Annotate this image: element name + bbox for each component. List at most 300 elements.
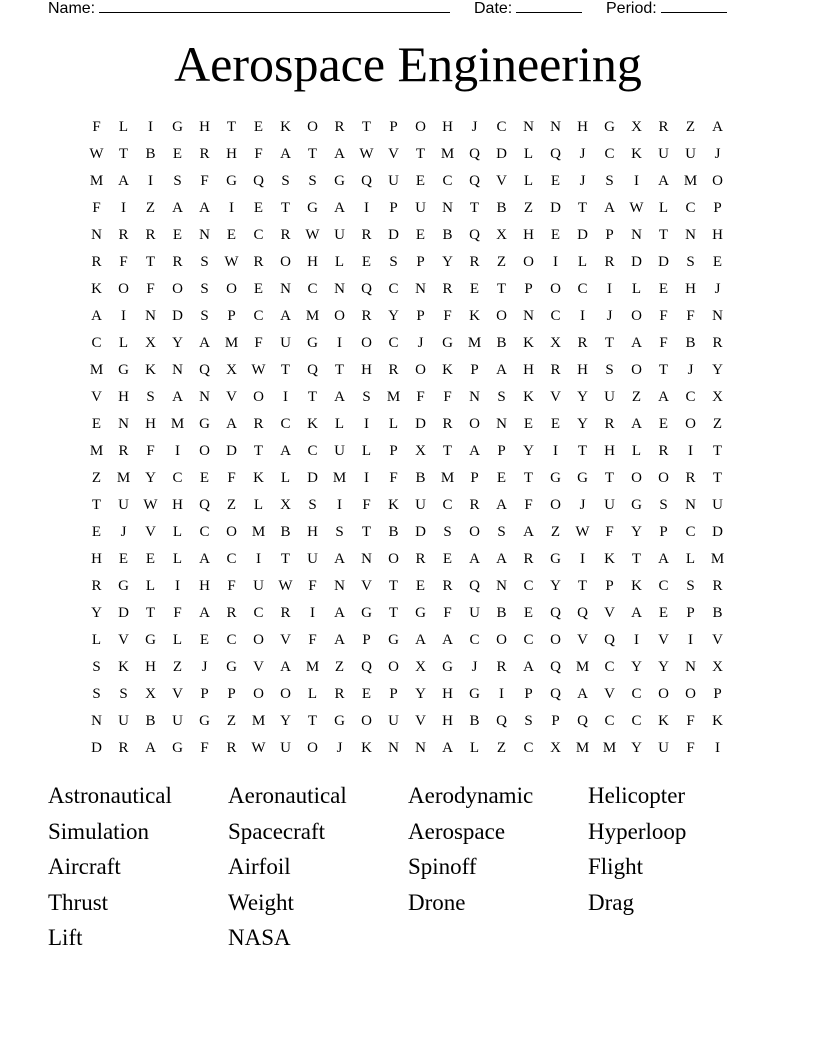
grid-cell: A bbox=[658, 173, 669, 189]
grid-cell: E bbox=[361, 686, 372, 702]
grid-cell: P bbox=[227, 686, 236, 702]
grid-cell: E bbox=[199, 470, 210, 486]
grid-cell: A bbox=[280, 443, 291, 459]
grid-cell: T bbox=[388, 605, 399, 621]
grid-cell: A bbox=[496, 362, 507, 378]
grid-cell: R bbox=[199, 146, 210, 162]
grid-cell: G bbox=[550, 551, 561, 567]
grid-cell: J bbox=[336, 740, 343, 756]
grid-cell: P bbox=[389, 443, 398, 459]
grid-cell: Q bbox=[550, 605, 561, 621]
grid-cell: N bbox=[685, 227, 696, 243]
grid-cell: C bbox=[307, 443, 318, 459]
grid-cell: W bbox=[143, 497, 158, 513]
grid-cell: S bbox=[92, 686, 101, 702]
grid-cell: J bbox=[606, 308, 613, 324]
word-item: Aerodynamic bbox=[408, 783, 534, 808]
grid-cell: U bbox=[253, 578, 264, 594]
date-line[interactable] bbox=[516, 0, 582, 13]
grid-cell: V bbox=[577, 632, 588, 648]
grid-cell: F bbox=[146, 443, 155, 459]
grid-cell: L bbox=[631, 281, 642, 297]
grid-cell: P bbox=[605, 227, 614, 243]
grid-cell: X bbox=[712, 659, 723, 675]
grid-cell: N bbox=[496, 578, 507, 594]
grid-cell: P bbox=[470, 470, 479, 486]
grid-cell: K bbox=[523, 389, 534, 405]
grid-cell: Z bbox=[631, 389, 642, 405]
grid-cell: J bbox=[579, 497, 586, 513]
grid-cell: B bbox=[415, 470, 426, 486]
grid-cell: S bbox=[308, 173, 317, 189]
grid-cell: Z bbox=[226, 497, 237, 513]
grid-cell: G bbox=[334, 173, 345, 189]
grid-cell: Y bbox=[523, 443, 534, 459]
grid-cell: O bbox=[469, 416, 480, 432]
word-item: Drone bbox=[408, 889, 466, 915]
grid-cell: U bbox=[658, 146, 669, 162]
grid-cell: N bbox=[118, 416, 129, 432]
grid-cell: T bbox=[658, 362, 669, 378]
grid-cell: U bbox=[685, 146, 696, 162]
grid-cell: F bbox=[416, 389, 425, 405]
word-item: Thrust bbox=[48, 889, 109, 915]
grid-row bbox=[83, 627, 731, 654]
grid-cell: A bbox=[496, 551, 507, 567]
grid-cell: D bbox=[631, 254, 642, 270]
grid-cell: G bbox=[307, 335, 318, 351]
word-item: Spinoff bbox=[408, 854, 477, 879]
word-item: Aeronautical bbox=[228, 783, 347, 808]
grid-cell: P bbox=[416, 308, 425, 324]
grid-cell: K bbox=[253, 470, 264, 486]
grid-cell: E bbox=[415, 578, 426, 594]
grid-cell: P bbox=[362, 632, 371, 648]
grid-cell: F bbox=[443, 605, 452, 621]
word-item: NASA bbox=[228, 925, 291, 950]
grid-cell: C bbox=[307, 281, 318, 297]
grid-cell: J bbox=[714, 281, 721, 297]
grid-cell: H bbox=[199, 119, 210, 135]
grid-cell: A bbox=[172, 389, 183, 405]
grid-cell: V bbox=[712, 632, 723, 648]
grid-cell: Z bbox=[334, 659, 345, 675]
grid-cell: E bbox=[658, 416, 669, 432]
grid-cell: I bbox=[256, 551, 261, 567]
grid-cell: H bbox=[145, 416, 156, 432]
grid-cell: B bbox=[685, 335, 696, 351]
grid-cell: A bbox=[712, 119, 723, 135]
grid-cell: N bbox=[523, 308, 534, 324]
grid-cell: X bbox=[631, 119, 642, 135]
grid-cell: O bbox=[253, 632, 264, 648]
grid-row bbox=[83, 330, 731, 357]
grid-cell: L bbox=[658, 200, 669, 216]
grid-cell: F bbox=[659, 335, 668, 351]
grid-cell: W bbox=[89, 146, 104, 162]
grid-row bbox=[83, 465, 731, 492]
grid-cell: O bbox=[361, 335, 372, 351]
grid-cell: A bbox=[118, 173, 129, 189]
grid-cell: Z bbox=[712, 416, 723, 432]
grid-cell: B bbox=[712, 605, 723, 621]
grid-cell: I bbox=[607, 281, 612, 297]
grid-cell: O bbox=[388, 551, 399, 567]
grid-cell: P bbox=[200, 686, 209, 702]
grid-cell: X bbox=[712, 389, 723, 405]
grid-cell: L bbox=[577, 254, 588, 270]
grid-cell: I bbox=[148, 173, 153, 189]
grid-cell: Y bbox=[172, 335, 183, 351]
period-line[interactable] bbox=[661, 0, 727, 13]
grid-cell: F bbox=[254, 146, 263, 162]
grid-cell: W bbox=[359, 146, 374, 162]
grid-cell: H bbox=[577, 119, 588, 135]
grid-cell: G bbox=[361, 605, 372, 621]
word-item: Lift bbox=[48, 925, 83, 950]
grid-cell: E bbox=[361, 254, 372, 270]
grid-cell: D bbox=[91, 740, 102, 756]
grid-cell: O bbox=[253, 686, 264, 702]
grid-cell: Z bbox=[523, 200, 534, 216]
grid-cell: I bbox=[553, 443, 558, 459]
grid-cell: N bbox=[631, 227, 642, 243]
grid-cell: Y bbox=[442, 254, 453, 270]
date-field[interactable] bbox=[474, 0, 582, 18]
grid-cell: H bbox=[577, 362, 588, 378]
grid-cell: B bbox=[496, 335, 507, 351]
grid-cell: X bbox=[415, 443, 426, 459]
grid-cell: K bbox=[91, 281, 102, 297]
grid-cell: L bbox=[361, 443, 372, 459]
grid-cell: B bbox=[496, 605, 507, 621]
grid-cell: U bbox=[604, 389, 615, 405]
grid-cell: M bbox=[386, 389, 401, 405]
grid-row bbox=[83, 573, 731, 600]
grid-cell: G bbox=[145, 632, 156, 648]
grid-cell: O bbox=[307, 119, 318, 135]
grid-cell: C bbox=[604, 146, 615, 162]
grid-cell: V bbox=[604, 605, 615, 621]
grid-cell: Y bbox=[145, 470, 156, 486]
grid-row bbox=[83, 195, 731, 222]
grid-cell: R bbox=[523, 551, 534, 567]
grid-cell: G bbox=[226, 659, 237, 675]
grid-cell: E bbox=[118, 551, 129, 567]
word-item: Flight bbox=[588, 854, 643, 879]
grid-cell: M bbox=[305, 308, 320, 324]
grid-cell: C bbox=[496, 119, 507, 135]
grid-cell: F bbox=[605, 524, 614, 540]
grid-cell: I bbox=[580, 551, 585, 567]
grid-cell: D bbox=[172, 308, 183, 324]
grid-cell: U bbox=[388, 713, 399, 729]
grid-cell: P bbox=[497, 443, 506, 459]
grid-cell: O bbox=[469, 524, 480, 540]
grid-cell: P bbox=[389, 119, 398, 135]
grid-cell: I bbox=[364, 416, 369, 432]
grid-row bbox=[83, 546, 731, 573]
grid-cell: C bbox=[523, 740, 534, 756]
grid-cell: O bbox=[685, 416, 696, 432]
grid-row bbox=[83, 654, 731, 681]
grid-cell: M bbox=[89, 173, 104, 189]
grid-cell: E bbox=[145, 551, 156, 567]
grid-cell: T bbox=[712, 470, 723, 486]
grid-cell: A bbox=[631, 605, 642, 621]
grid-cell: C bbox=[226, 632, 237, 648]
grid-cell: T bbox=[280, 362, 291, 378]
grid-cell: C bbox=[280, 416, 291, 432]
grid-cell: E bbox=[550, 227, 561, 243]
grid-cell: C bbox=[253, 605, 264, 621]
grid-cell: W bbox=[278, 578, 293, 594]
grid-cell: N bbox=[280, 281, 291, 297]
grid-cell: U bbox=[388, 173, 399, 189]
grid-cell: K bbox=[712, 713, 723, 729]
grid-cell: W bbox=[575, 524, 590, 540]
grid-cell: T bbox=[604, 470, 615, 486]
grid-cell: L bbox=[388, 416, 399, 432]
grid-cell: A bbox=[334, 605, 345, 621]
grid-cell: L bbox=[91, 632, 102, 648]
grid-cell: A bbox=[334, 146, 345, 162]
grid-cell: R bbox=[712, 578, 723, 594]
grid-cell: C bbox=[442, 497, 453, 513]
grid-cell: S bbox=[281, 173, 290, 189]
grid-cell: N bbox=[199, 227, 210, 243]
grid-cell: R bbox=[442, 281, 453, 297]
grid-cell: E bbox=[253, 200, 264, 216]
grid-cell: Q bbox=[577, 713, 588, 729]
grid-cell: U bbox=[334, 443, 345, 459]
grid-cell: G bbox=[172, 740, 183, 756]
word-item: Drag bbox=[588, 889, 634, 915]
grid-cell: I bbox=[310, 605, 315, 621]
grid-cell: G bbox=[442, 659, 453, 675]
grid-cell: I bbox=[553, 254, 558, 270]
grid-cell: T bbox=[523, 470, 534, 486]
grid-cell: E bbox=[199, 632, 210, 648]
grid-cell: S bbox=[443, 524, 452, 540]
grid-cell: G bbox=[469, 686, 480, 702]
grid-cell: M bbox=[602, 740, 617, 756]
grid-cell: F bbox=[308, 578, 317, 594]
grid-cell: O bbox=[712, 173, 723, 189]
grid-cell: K bbox=[658, 713, 669, 729]
grid-cell: G bbox=[550, 470, 561, 486]
grid-cell: C bbox=[226, 551, 237, 567]
grid-cell: T bbox=[631, 551, 642, 567]
grid-cell: I bbox=[121, 200, 126, 216]
grid-cell: T bbox=[91, 497, 102, 513]
grid-cell: O bbox=[199, 443, 210, 459]
grid-cell: O bbox=[550, 281, 561, 297]
grid-cell: T bbox=[307, 146, 318, 162]
grid-cell: I bbox=[229, 200, 234, 216]
word-item: Spacecraft bbox=[228, 818, 326, 844]
period-field[interactable] bbox=[606, 0, 727, 18]
grid-cell: D bbox=[415, 524, 426, 540]
grid-cell: W bbox=[629, 200, 644, 216]
grid-cell: R bbox=[550, 362, 561, 378]
grid-cell: O bbox=[631, 362, 642, 378]
grid-cell: O bbox=[172, 281, 183, 297]
word-item: Simulation bbox=[48, 818, 149, 844]
grid-cell: Q bbox=[550, 686, 561, 702]
grid-cell: G bbox=[577, 470, 588, 486]
grid-cell: G bbox=[604, 119, 615, 135]
grid-cell: O bbox=[415, 362, 426, 378]
grid-cell: G bbox=[172, 119, 183, 135]
grid-cell: Y bbox=[280, 713, 291, 729]
grid-cell: R bbox=[469, 254, 480, 270]
grid-cell: A bbox=[226, 416, 237, 432]
grid-cell: C bbox=[577, 281, 588, 297]
grid-cell: M bbox=[89, 362, 104, 378]
grid-cell: R bbox=[442, 578, 453, 594]
grid-cell: U bbox=[172, 713, 183, 729]
grid-cell: K bbox=[631, 578, 642, 594]
grid-cell: A bbox=[658, 389, 669, 405]
grid-cell: F bbox=[443, 389, 452, 405]
grid-cell: C bbox=[172, 470, 183, 486]
grid-cell: S bbox=[362, 389, 371, 405]
grid-cell: D bbox=[577, 227, 588, 243]
grid-cell: G bbox=[307, 200, 318, 216]
grid-cell: Y bbox=[631, 524, 642, 540]
grid-cell: F bbox=[173, 605, 182, 621]
grid-cell: A bbox=[280, 659, 291, 675]
grid-cell: V bbox=[550, 389, 561, 405]
grid-cell: O bbox=[550, 497, 561, 513]
grid-cell: B bbox=[145, 713, 156, 729]
grid-cell: M bbox=[710, 551, 725, 567]
grid-cell: A bbox=[334, 551, 345, 567]
grid-cell: S bbox=[497, 524, 506, 540]
grid-cell: J bbox=[714, 146, 721, 162]
grid-cell: W bbox=[224, 254, 239, 270]
grid-cell: A bbox=[442, 632, 453, 648]
grid-cell: B bbox=[280, 524, 291, 540]
grid-cell: I bbox=[688, 443, 693, 459]
grid-cell: Q bbox=[199, 497, 210, 513]
grid-cell: X bbox=[550, 335, 561, 351]
grid-cell: G bbox=[199, 416, 210, 432]
name-field[interactable] bbox=[48, 0, 450, 18]
grid-cell: L bbox=[172, 524, 183, 540]
grid-cell: E bbox=[496, 470, 507, 486]
grid-cell: A bbox=[523, 524, 534, 540]
grid-cell: C bbox=[388, 335, 399, 351]
grid-cell: A bbox=[577, 686, 588, 702]
grid-cell: R bbox=[91, 254, 102, 270]
grid-cell: E bbox=[415, 173, 426, 189]
grid-cell: X bbox=[550, 740, 561, 756]
grid-cell: U bbox=[307, 551, 318, 567]
grid-cell: Q bbox=[361, 281, 372, 297]
grid-cell: A bbox=[280, 146, 291, 162]
grid-cell: V bbox=[280, 632, 291, 648]
grid-cell: H bbox=[199, 578, 210, 594]
grid-cell: H bbox=[172, 497, 183, 513]
grid-cell: F bbox=[686, 713, 695, 729]
name-line[interactable] bbox=[99, 0, 450, 13]
grid-cell: N bbox=[685, 497, 696, 513]
grid-cell: R bbox=[442, 416, 453, 432]
grid-cell: F bbox=[254, 335, 263, 351]
grid-cell: L bbox=[334, 254, 345, 270]
grid-cell: C bbox=[604, 713, 615, 729]
grid-cell: K bbox=[523, 335, 534, 351]
grid-cell: C bbox=[550, 308, 561, 324]
grid-cell: S bbox=[173, 173, 182, 189]
grid-cell: O bbox=[496, 632, 507, 648]
grid-cell: U bbox=[658, 740, 669, 756]
grid-cell: N bbox=[415, 281, 426, 297]
grid-cell: P bbox=[659, 524, 668, 540]
grid-cell: L bbox=[145, 578, 156, 594]
grid-cell: D bbox=[658, 254, 669, 270]
grid-cell: R bbox=[118, 740, 129, 756]
grid-cell: T bbox=[496, 281, 507, 297]
grid-cell: R bbox=[91, 578, 102, 594]
grid-cell: O bbox=[496, 308, 507, 324]
grid-cell: K bbox=[604, 551, 615, 567]
grid-cell: Y bbox=[91, 605, 102, 621]
grid-cell: D bbox=[118, 605, 129, 621]
grid-cell: D bbox=[496, 146, 507, 162]
grid-cell: N bbox=[334, 281, 345, 297]
grid-cell: H bbox=[523, 227, 534, 243]
grid-cell: N bbox=[91, 713, 102, 729]
grid-cell: L bbox=[172, 551, 183, 567]
grid-cell: X bbox=[415, 659, 426, 675]
period-label: Period: bbox=[606, 0, 657, 17]
word-item: Aerospace bbox=[408, 818, 506, 844]
grid-cell: B bbox=[145, 146, 156, 162]
grid-cell: L bbox=[307, 686, 318, 702]
grid-cell: T bbox=[280, 551, 291, 567]
grid-cell: B bbox=[388, 524, 399, 540]
grid-cell: Q bbox=[604, 632, 615, 648]
grid-cell: O bbox=[226, 524, 237, 540]
grid-cell: M bbox=[440, 146, 455, 162]
grid-cell: G bbox=[415, 605, 426, 621]
grid-cell: Y bbox=[631, 740, 642, 756]
grid-cell: X bbox=[280, 497, 291, 513]
grid-cell: Q bbox=[469, 146, 480, 162]
grid-cell: P bbox=[713, 686, 722, 702]
grid-cell: N bbox=[442, 200, 453, 216]
word-list bbox=[48, 780, 768, 958]
grid-cell: N bbox=[415, 740, 426, 756]
word-item: Hyperloop bbox=[588, 818, 687, 844]
page-title: Aerospace Engineering bbox=[174, 36, 642, 92]
grid-cell: F bbox=[200, 740, 209, 756]
grid-cell: O bbox=[388, 659, 399, 675]
grid-cell: C bbox=[442, 173, 453, 189]
grid-row bbox=[83, 222, 731, 249]
grid-cell: R bbox=[685, 470, 696, 486]
grid-cell: V bbox=[118, 632, 129, 648]
grid-cell: L bbox=[523, 173, 534, 189]
grid-cell: Q bbox=[199, 362, 210, 378]
grid-cell: G bbox=[199, 713, 210, 729]
grid-cell: Z bbox=[145, 200, 156, 216]
grid-cell: N bbox=[523, 119, 534, 135]
grid-cell: E bbox=[658, 281, 669, 297]
